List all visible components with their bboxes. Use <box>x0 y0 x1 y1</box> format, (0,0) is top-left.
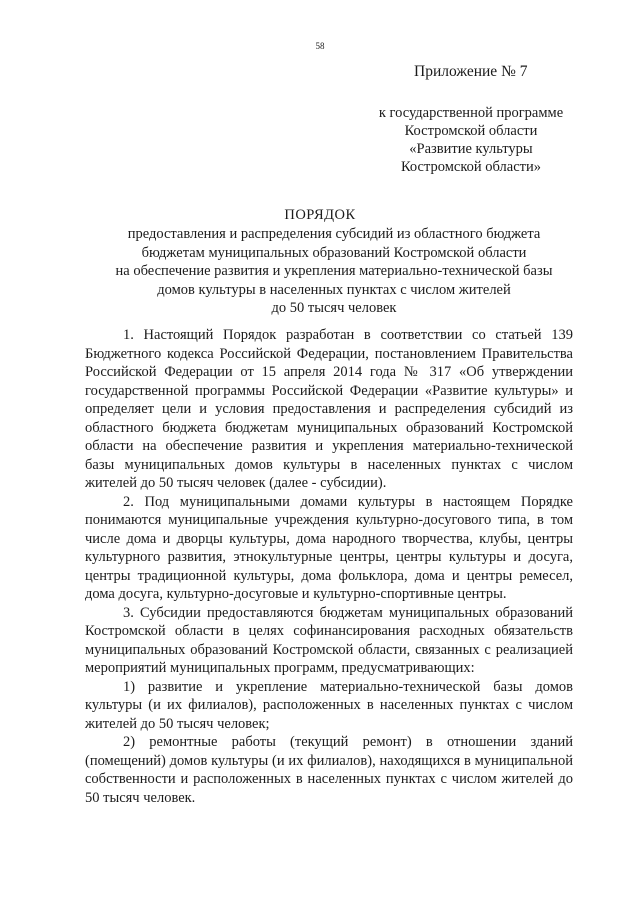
page-number: 58 <box>315 41 325 51</box>
approval-block <box>360 104 582 176</box>
list-item-1: 1) развитие и укрепление материально-технической базы домов культуры (и их филиалов), расположенных в населенных пунктах с числом жителей до 50 тысяч человек; <box>85 678 573 732</box>
document-title: ПОРЯДОК <box>284 207 356 223</box>
subtitle-line: предоставления и распределения субсидий из областного бюджета <box>127 226 541 242</box>
subtitle-line: бюджетам муниципальных образований Костромской области <box>141 244 527 261</box>
document-body <box>85 326 573 807</box>
approval-line: к государственной программе <box>378 105 564 121</box>
paragraph-1: 1. Настоящий Порядок разработан в соответствии со статьей 139 Бюджетного кодекса Российской Федерации, постановлением Правительства Российской Федерации от 15 апреля 2014 года № 317 «Об утверждении государственной программы Российской Федерации «Развитие культуры» и определяет цели и условия предоставления и распределения субсидий из областного бюджета бюджетам муниципальных образований Костромской области на обеспечение развития и укрепления материально-технической базы муниципальных домов культуры в населенных пунктах с числом жителей до 50 тысяч человек (далее - субсидии). <box>85 327 573 491</box>
subtitle-line: до 50 тысяч человек <box>271 300 397 316</box>
appendix-title: Приложение № 7 <box>414 63 528 80</box>
list-item-2: 2) ремонтные работы (текущий ремонт) в отношении зданий (помещений) домов культуры (и их филиалов), находящихся в муниципальной собственности и расположенных в населенных пунктах с числом жителей до 50 тысяч человек. <box>85 734 573 806</box>
approval-line: «Развитие культуры <box>409 141 533 157</box>
approval-line: Костромской области <box>404 123 538 139</box>
subtitle-line: на обеспечение развития и укрепления материально-технической базы <box>115 263 553 279</box>
approval-line: Костромской области» <box>400 159 541 175</box>
document-subtitle <box>84 225 584 318</box>
paragraph-3: 3. Субсидии предоставляются бюджетам муниципальных образований Костромской области в целях софинансирования расходных обязательств муниципальных образований Костромской области, связанных с реализацией мероприятий муниципальных программ, предусматривающих: <box>85 604 573 676</box>
subtitle-line: домов культуры в населенных пунктах с числом жителей <box>157 281 511 298</box>
paragraph-2: 2. Под муниципальными домами культуры в настоящем Порядке понимаются муниципальные учреждения культурно-досугового типа, в том числе дома и дворцы культуры, дома народного творчества, клубы, центры культурного развития, этнокультурные центры, центры культуры и досуга, центры традиционной культуры, дома фольклора, дома и центры ремесел, дома досуга, культурно-досуговые и культурно-спортивные центры. <box>85 493 573 602</box>
